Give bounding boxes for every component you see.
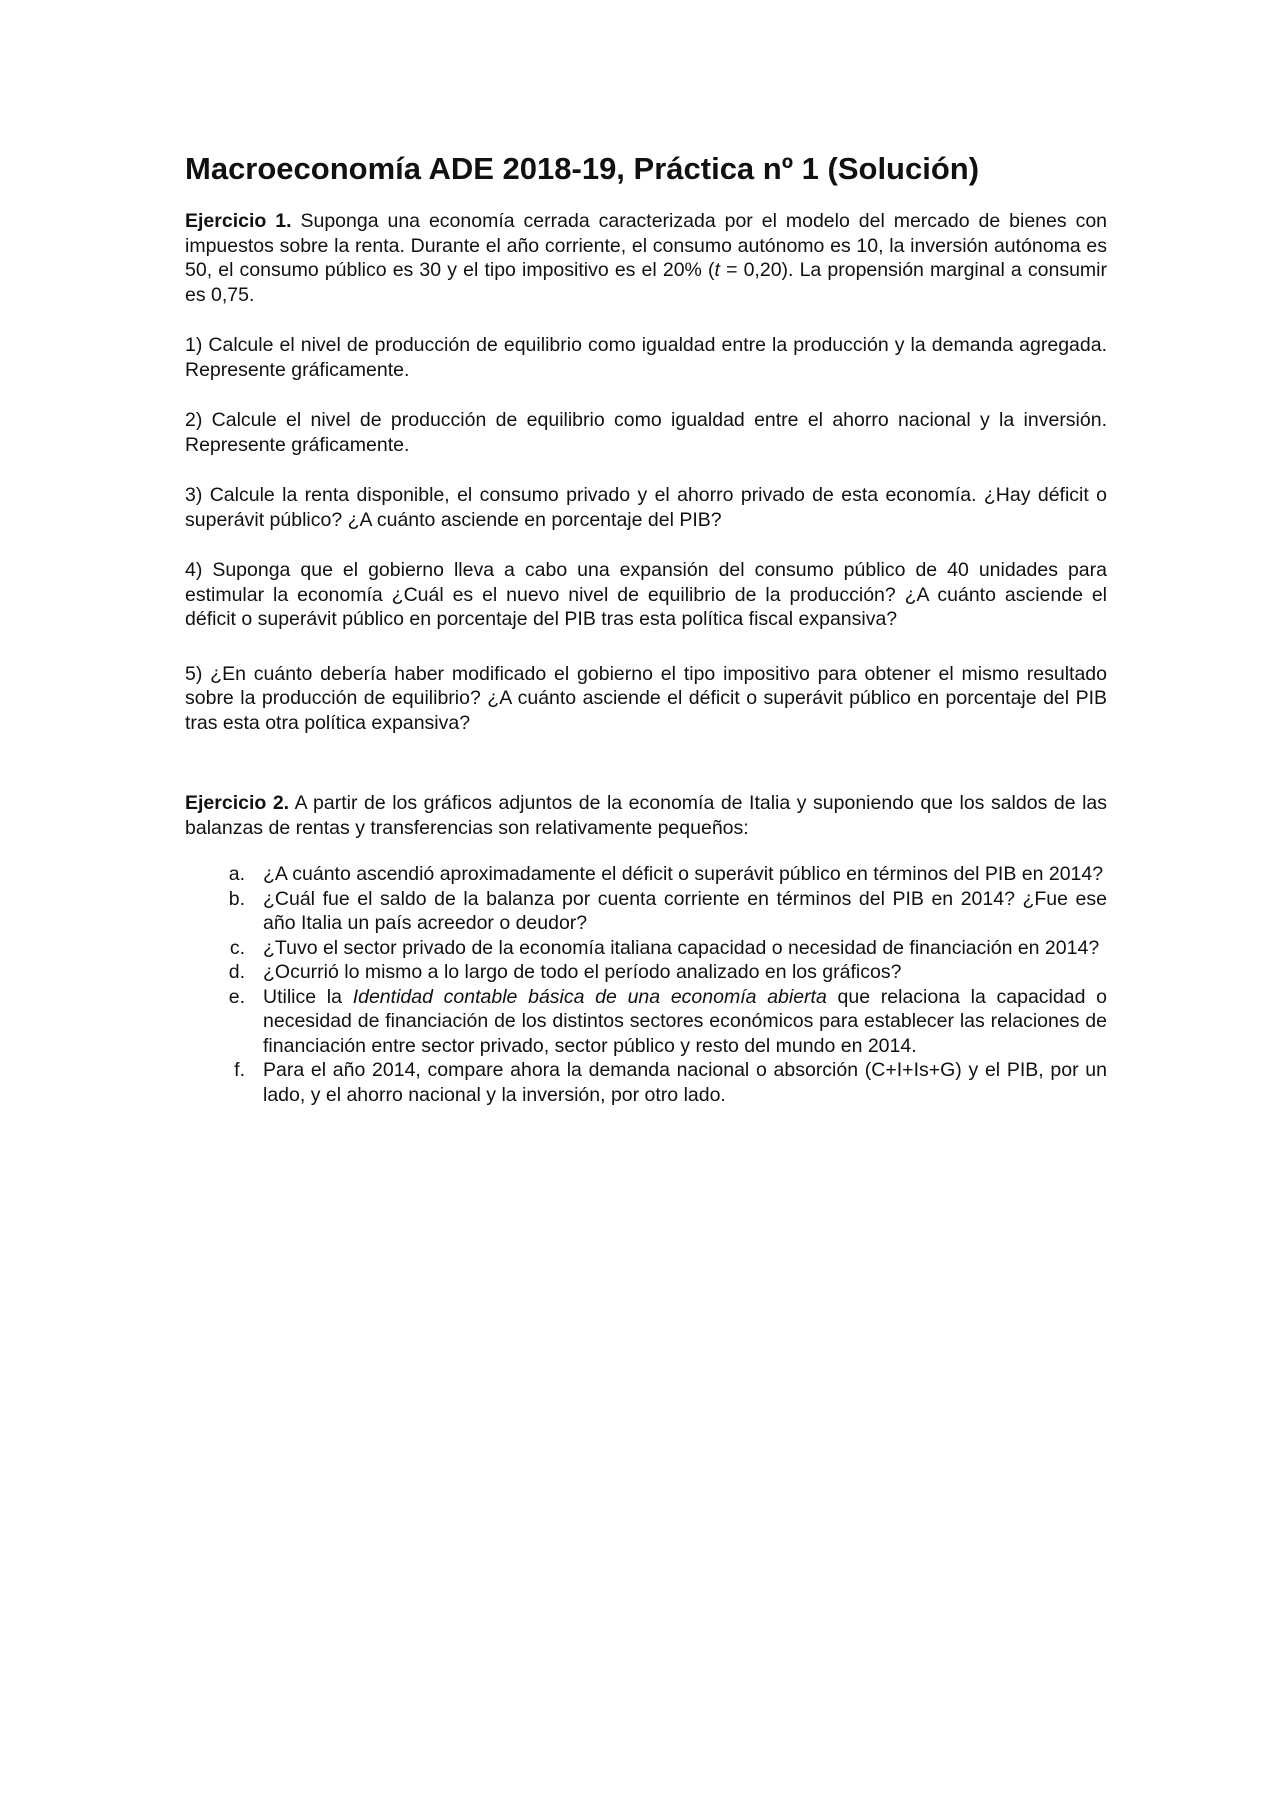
exercise-1-intro-end: = 0,20). La propensión marginal a consumir es 0,75. [185,259,1107,306]
list-item [185,887,1107,936]
list-item-marker: e. [228,985,245,1008]
exercise-1-intro [185,209,1107,307]
document-page [185,150,1107,1107]
list-item [185,936,1107,961]
list-item [185,1058,1107,1107]
list-item-text [263,985,1107,1059]
list-item-text-post: que relaciona la capacidad o necesidad de financiación de los distintos sectores económicos para establecer las relaciones de financiación entre sector privado, sector público y resto del mundo en 2014. [263,985,1107,1057]
list-item-marker: f. [234,1059,245,1082]
exercise-1-label: Ejercicio 1. [185,210,292,233]
list-item [185,985,1107,1059]
list-item-text: ¿Tuvo el sector privado de la economía italiana capacidad o necesidad de financiación en 2014? [263,936,1100,959]
exercise-1-intro-text: Suponga una economía cerrada caracterizada por el modelo del mercado de bienes con impuestos sobre la renta. Durante el año corriente, el consumo autónomo es 10, la inversión autónoma es 50, el consumo público es 30 y el tipo impositivo es el 20% ( [185,210,1108,282]
list-item-marker: d. [228,961,245,984]
list-item-text: ¿Ocurrió lo mismo a lo largo de todo el período analizado en los gráficos? [263,961,902,984]
list-item [185,862,1107,887]
list-item [185,960,1107,985]
list-item-marker: a. [228,863,245,886]
exercise-2-question-list [185,862,1107,1107]
exercise-2-intro-text: A partir de los gráficos adjuntos de la economía de Italia y suponiendo que los saldos de las balanzas de rentas y transferencias son relativamente pequeños: [185,792,1107,839]
exercise-1-question-1: 1) Calcule el nivel de producción de equilibrio como igualdad entre la producción y la demanda agregada. Represente gráficamente. [185,334,1107,381]
exercise-1-question-5: 5) ¿En cuánto debería haber modificado el gobierno el tipo impositivo para obtener el mismo resultado sobre la producción de equilibrio? ¿A cuánto asciende el déficit o superávit público en porcentaje del PIB tras esta otra política expansiva? [185,662,1107,734]
tax-rate-variable: t [714,259,720,282]
list-item-marker: c. [229,936,245,959]
exercise-1-question-2: 2) Calcule el nivel de producción de equilibrio como igualdad entre el ahorro nacional y la inversión. Represente gráficamente. [185,409,1107,456]
exercise-2-label: Ejercicio 2. [185,792,290,815]
list-item-text: ¿Cuál fue el saldo de la balanza por cuenta corriente en términos del PIB en 2014? ¿Fue ese año Italia un país acreedor o deudor? [263,887,1107,935]
list-item-marker: b. [228,887,245,910]
exercise-2-intro [185,791,1107,840]
identity-term: Identidad contable básica de una economía abierta [352,985,827,1008]
list-item-text: Para el año 2014, compare ahora la demanda nacional o absorción (C+I+Is+G) y el PIB, por un lado, y el ahorro nacional y la inversión, por otro lado. [263,1059,1107,1106]
exercise-1-question-4: 4) Suponga que el gobierno lleva a cabo una expansión del consumo público de 40 unidades para estimular la economía ¿Cuál es el nuevo nivel de equilibrio de la producción? ¿A cuánto asciende el déficit o superávit público en porcentaje del PIB tras esta política fiscal expansiva? [185,559,1107,631]
page-title: Macroeconomía ADE 2018-19, Práctica nº 1 (Solución) [185,151,980,186]
list-item-text-pre: Utilice la [263,985,353,1008]
exercise-1-question-3: 3) Calcule la renta disponible, el consumo privado y el ahorro privado de esta economía. ¿Hay déficit o superávit público? ¿A cuánto asciende en porcentaje del PIB? [185,484,1107,531]
list-item-text: ¿A cuánto ascendió aproximadamente el déficit o superávit público en términos del PIB en 2014? [263,863,1104,886]
